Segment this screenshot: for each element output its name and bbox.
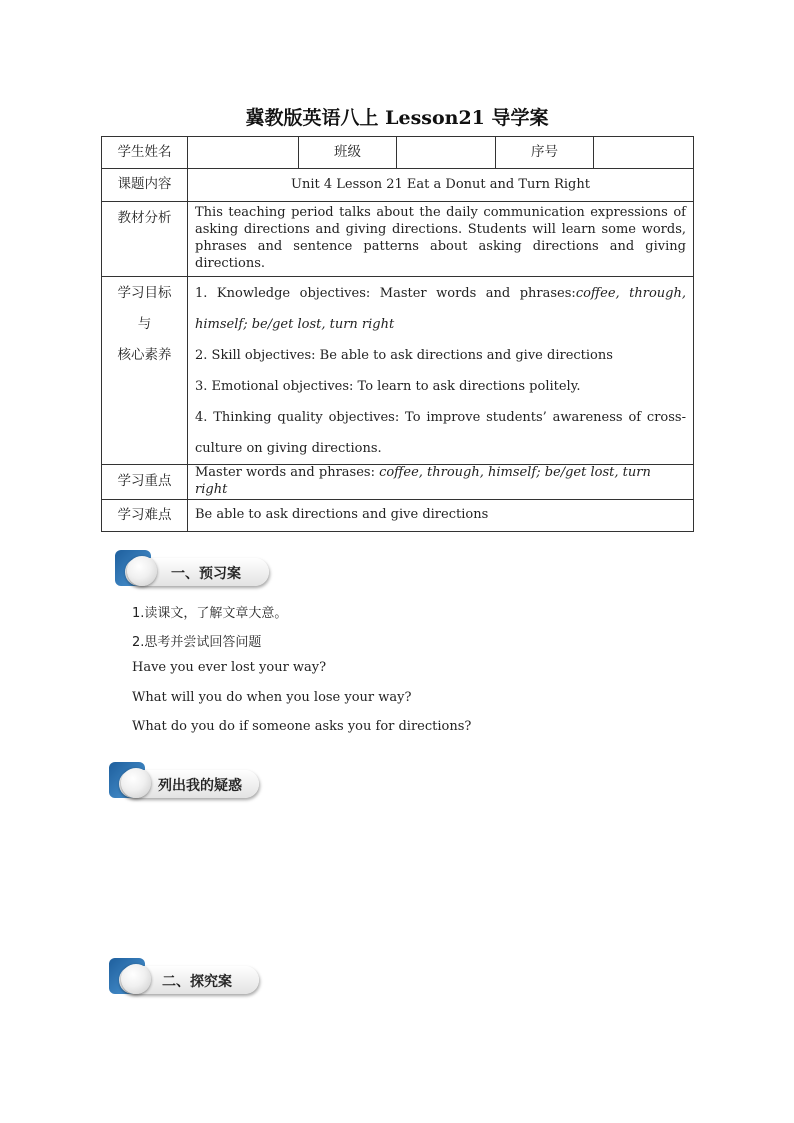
list-item: What will you do when you lose your way? xyxy=(132,690,412,705)
section-heading-preview xyxy=(115,550,271,590)
goal-skill: 2. Skill objectives: Be able to ask directions and give directions xyxy=(195,348,613,363)
class-label: 班级 xyxy=(299,137,397,169)
table-row xyxy=(102,169,694,202)
section-heading-explore xyxy=(109,958,265,998)
goal-thinking: 4. Thinking quality objectives: To improve students’ awareness of cross-culture on giving directions. xyxy=(195,410,686,456)
section-heading-questions xyxy=(109,762,265,802)
goals-label xyxy=(102,277,188,465)
circle-bullet-icon xyxy=(127,556,157,586)
goals-label-line: 核心素养 xyxy=(117,347,172,363)
table-row xyxy=(102,137,694,169)
student-name-label: 学生姓名 xyxy=(102,137,188,169)
page-title: 冀教版英语八上 Lesson21 导学案 xyxy=(245,107,549,129)
section-heading-text: 列出我的疑惑 xyxy=(158,778,242,794)
seat-number-label: 序号 xyxy=(496,137,594,169)
circle-bullet-icon xyxy=(121,768,151,798)
goal-knowledge xyxy=(195,278,686,340)
section-heading-text: 二、探究案 xyxy=(162,974,232,990)
topic-value: Unit 4 Lesson 21 Eat a Donut and Turn Right xyxy=(188,169,694,202)
key-points-label: 学习重点 xyxy=(102,465,188,500)
seat-number-field[interactable] xyxy=(594,137,694,169)
difficulty-label: 学习难点 xyxy=(102,499,188,531)
list-item: Have you ever lost your way? xyxy=(132,660,327,675)
table-row xyxy=(102,277,694,465)
class-field[interactable] xyxy=(397,137,496,169)
key-points-words: coffee, through, himself; be/get lost, turn right xyxy=(195,465,651,497)
goal-emotional: 3. Emotional objectives: To learn to ask directions politely. xyxy=(195,379,581,394)
table-row xyxy=(102,202,694,277)
circle-bullet-icon xyxy=(121,964,151,994)
goal-knowledge-prefix: 1. Knowledge objectives: Master words and phrases: xyxy=(195,286,576,301)
table-row xyxy=(102,465,694,500)
student-name-field[interactable] xyxy=(188,137,299,169)
section-heading-text: 一、预习案 xyxy=(171,566,241,582)
topic-label: 课题内容 xyxy=(102,169,188,202)
list-item: What do you do if someone asks you for directions? xyxy=(132,719,472,734)
list-item: 2.思考并尝试回答问题 xyxy=(132,635,262,650)
key-points-prefix: Master words and phrases: xyxy=(195,465,380,480)
goals-label-line: 学习目标 xyxy=(117,285,172,301)
analysis-label: 教材分析 xyxy=(102,202,188,277)
goals-label-line: 与 xyxy=(137,316,152,332)
lesson-info-table xyxy=(101,136,694,532)
table-row xyxy=(102,499,694,531)
analysis-text: This teaching period talks about the daily communication expressions of asking directions and giving directions. Students will learn some words, phrases and sentence patterns about asking directions and giving directions. xyxy=(188,202,694,277)
list-item: 1.读课文，了解文章大意。 xyxy=(132,606,288,621)
difficulty-value: Be able to ask directions and give directions xyxy=(188,499,694,531)
key-points-value xyxy=(188,465,694,500)
goals-content xyxy=(188,277,694,465)
goal-knowledge-words: coffee, through, himself; be/get lost, turn right xyxy=(195,286,686,332)
